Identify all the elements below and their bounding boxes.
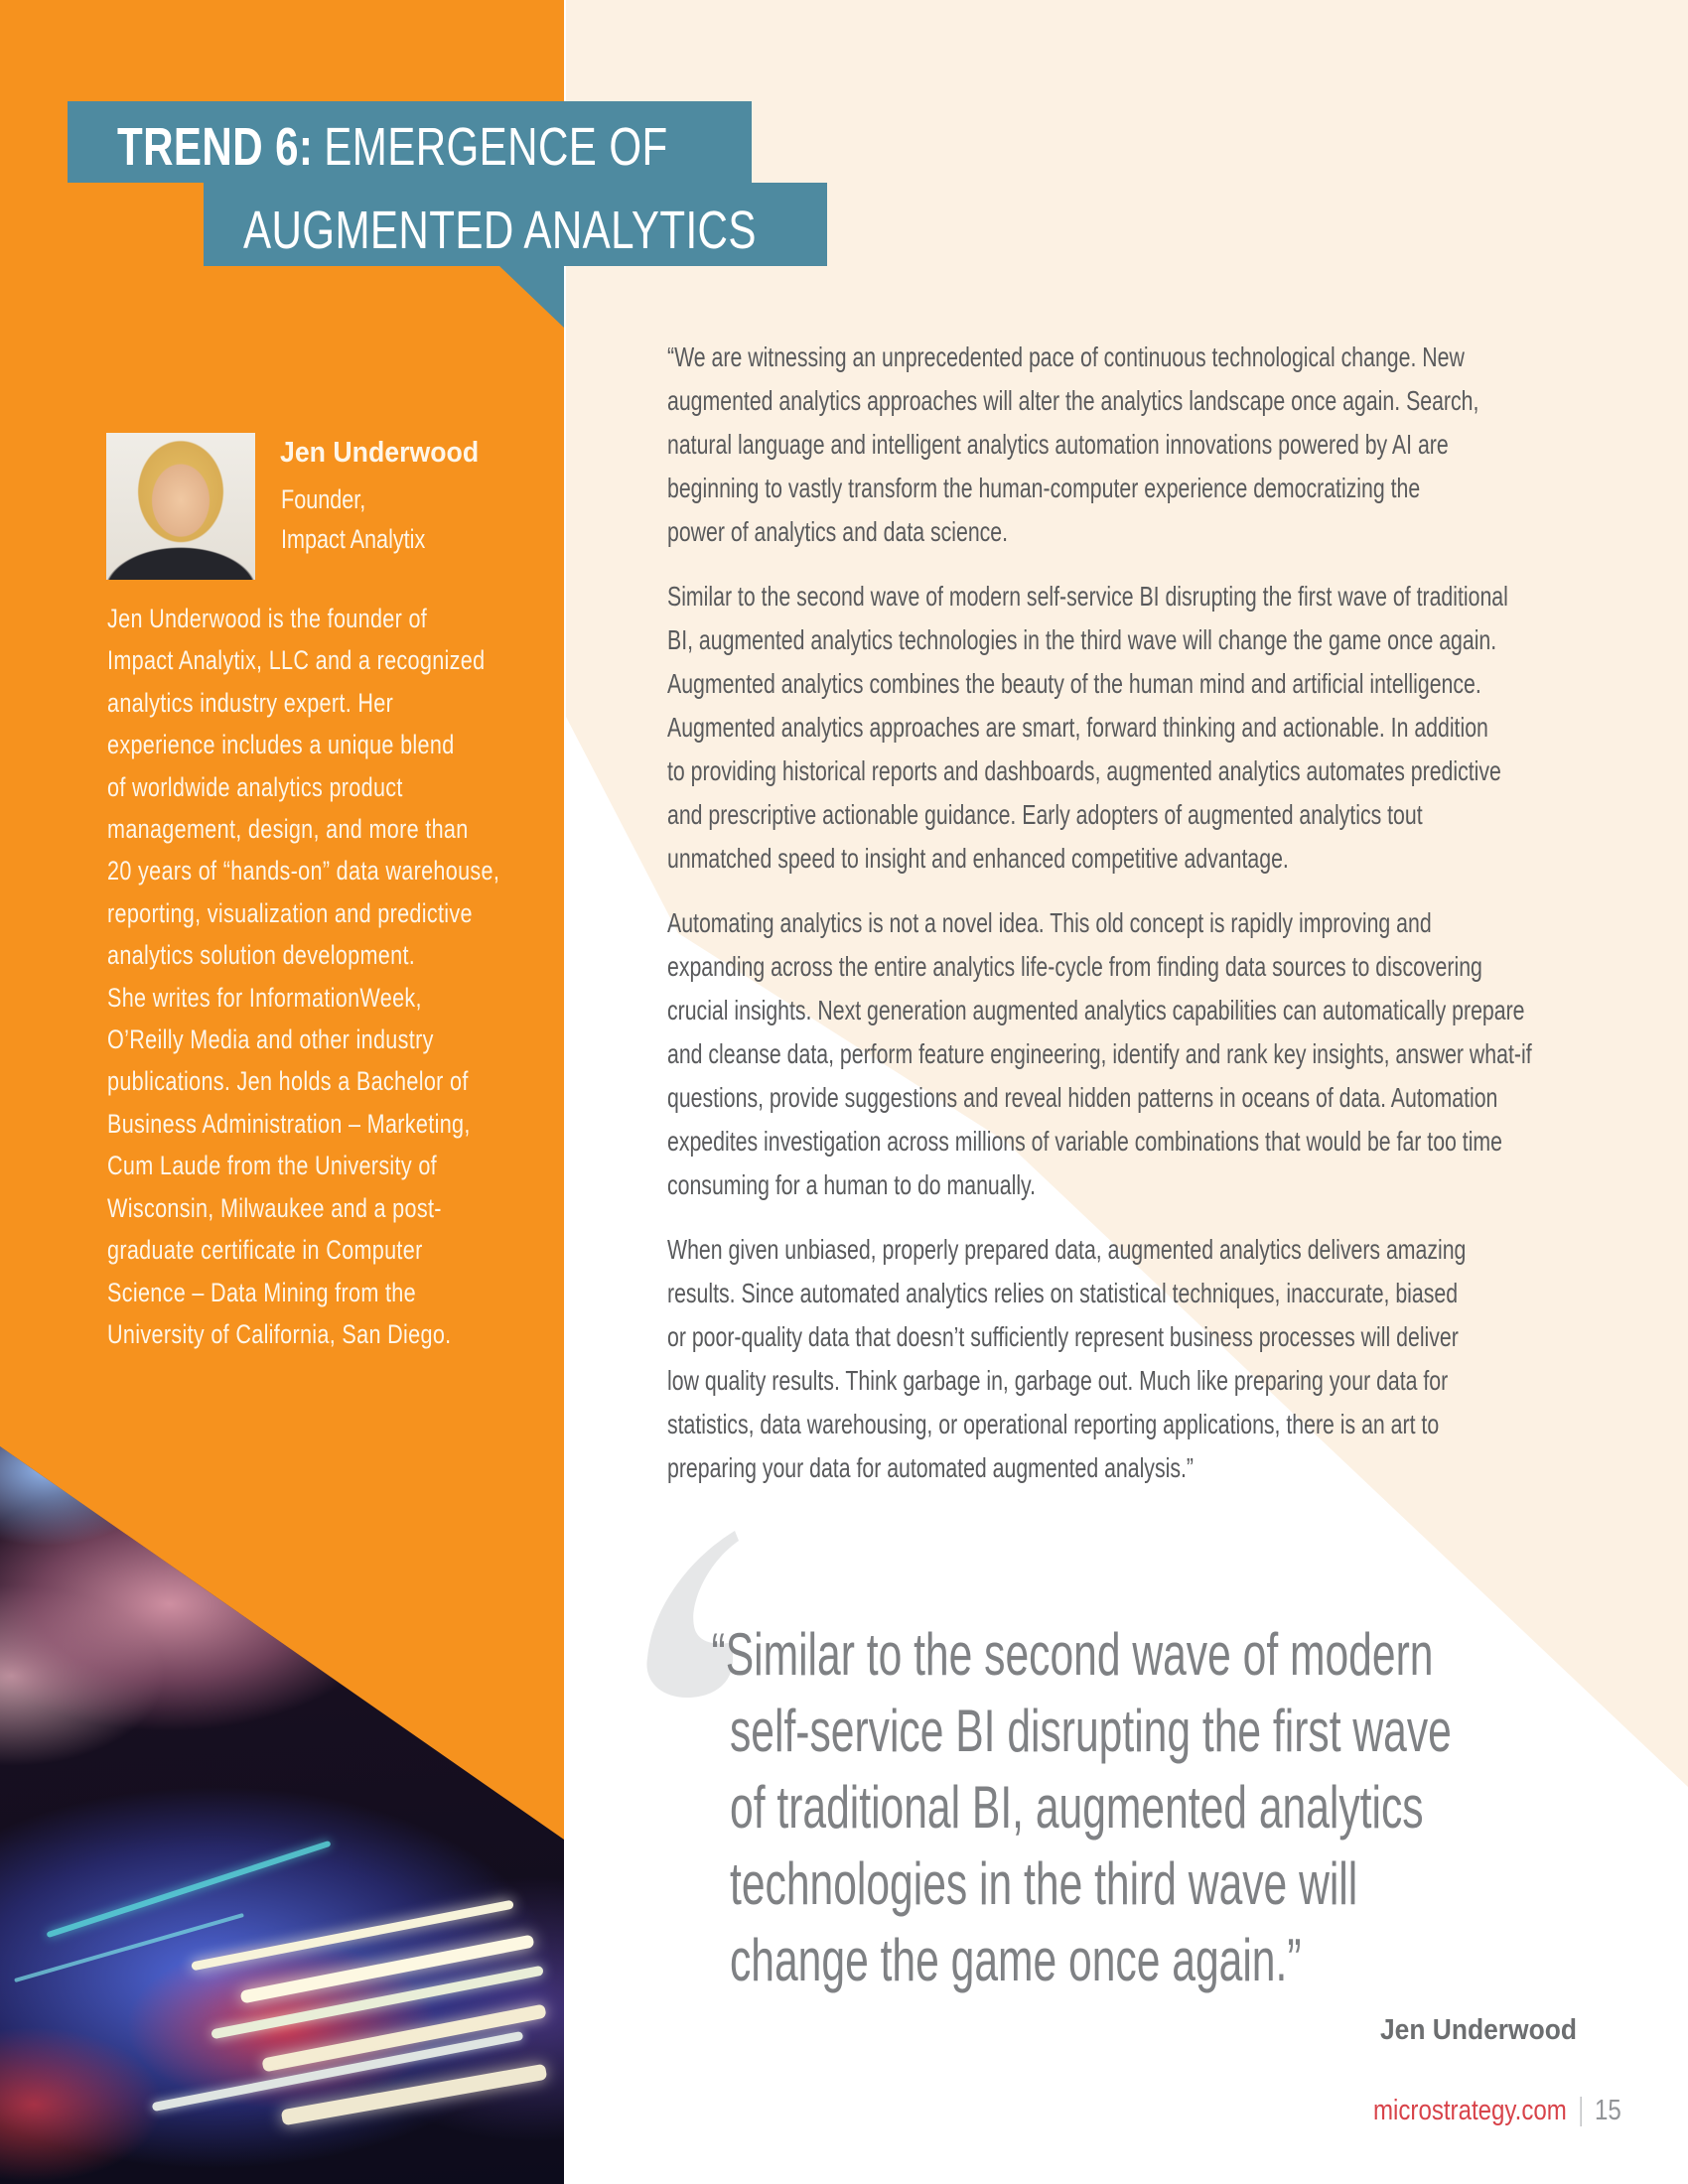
body-line: beginning to vastly transform the human-computer experience democratizing the <box>667 473 1421 503</box>
body-line: questions, provide suggestions and reveal hidden patterns in oceans of data. Automation <box>667 1082 1498 1113</box>
body-line: unmatched speed to insight and enhanced competitive advantage. <box>667 843 1289 874</box>
body-line: “We are witnessing an unprecedented pace of continuous technological change. New <box>667 341 1465 372</box>
body-line: Similar to the second wave of modern self-service BI disrupting the first wave of traditional <box>667 581 1508 612</box>
bio-line: reporting, visualization and predictive <box>107 897 473 928</box>
photo-cyan-streak <box>14 1913 244 1982</box>
article-paragraph-2 <box>667 575 1508 881</box>
footer-divider <box>1580 2097 1582 2126</box>
bio-line: Business Administration – Marketing, <box>107 1108 471 1139</box>
body-line: results. Since automated analytics relies on statistical techniques, inaccurate, biased <box>667 1278 1459 1308</box>
bio-line: Science – Data Mining from the <box>107 1277 416 1307</box>
bio-line: 20 years of “hands-on” data warehouse, <box>107 856 500 887</box>
body-line: low quality results. Think garbage in, garbage out. Much like preparing your data for <box>667 1365 1449 1396</box>
body-line: When given unbiased, properly prepared data, augmented analytics delivers amazing <box>667 1234 1467 1265</box>
bio-line: graduate certificate in Computer <box>107 1235 423 1266</box>
bio-line: University of California, San Diego. <box>107 1318 452 1349</box>
bio-line: of worldwide analytics product <box>107 771 403 802</box>
quote-attribution: Jen Underwood <box>1380 2014 1577 2046</box>
author-bio <box>107 598 499 1355</box>
body-line: consuming for a human to do manually. <box>667 1169 1037 1200</box>
author-name: Jen Underwood <box>280 437 480 469</box>
bio-line: management, design, and more than <box>107 814 469 845</box>
page-title-line1 <box>117 116 668 178</box>
bio-line: Impact Analytix, LLC and a recognized <box>107 645 486 676</box>
pull-quote <box>711 1616 1452 1998</box>
bio-line: publications. Jen holds a Bachelor of <box>107 1066 469 1097</box>
body-line: augmented analytics approaches will alter the analytics landscape once again. Search, <box>667 385 1479 416</box>
body-line: to providing historical reports and dashboards, augmented analytics automates predictive <box>667 755 1501 786</box>
author-photo <box>106 433 255 580</box>
body-line: expanding across the entire analytics life-cycle from finding data sources to discovering <box>667 951 1482 982</box>
bio-line: Cum Laude from the University of <box>107 1151 437 1181</box>
author-role: Founder, <box>281 484 366 514</box>
body-line: and cleanse data, perform feature engineering, identify and rank key insights, answer what-if <box>667 1038 1532 1069</box>
pull-quote-line: technologies in the third wave will <box>730 1850 1358 1917</box>
bio-line: O’Reilly Media and other industry <box>107 1024 434 1055</box>
article-paragraph-3 <box>667 901 1532 1207</box>
pull-quote-line: of traditional BI, augmented analytics <box>730 1774 1424 1841</box>
pull-quote-line: “Similar to the second wave of modern <box>711 1621 1434 1688</box>
body-line: BI, augmented analytics technologies in the third wave will change the game once again. <box>667 624 1497 655</box>
bio-line: experience includes a unique blend <box>107 730 455 760</box>
body-line: crucial insights. Next generation augmented analytics capabilities can automatically prepare <box>667 995 1525 1025</box>
photo-cyan-streak <box>46 1841 331 1938</box>
website-link[interactable]: microstrategy.com <box>1373 2095 1567 2126</box>
body-line: and prescriptive actionable guidance. Early adopters of augmented analytics tout <box>667 799 1423 830</box>
body-line: natural language and intelligent analytics automation innovations powered by AI are <box>667 429 1449 460</box>
body-line: Augmented analytics approaches are smart, forward thinking and actionable. In addition <box>667 712 1488 743</box>
body-line: preparing your data for automated augmented analysis.” <box>667 1452 1194 1483</box>
title-line2-text: AUGMENTED ANALYTICS <box>243 201 757 260</box>
page-number: 15 <box>1595 2095 1621 2126</box>
page-footer <box>1373 2095 1621 2127</box>
pull-quote-line: self-service BI disrupting the first wave <box>730 1698 1452 1764</box>
bio-line: Wisconsin, Milwaukee and a post- <box>107 1192 442 1223</box>
bio-line: Jen Underwood is the founder of <box>107 604 428 633</box>
bio-line: analytics industry expert. Her <box>107 687 394 718</box>
body-line: power of analytics and data science. <box>667 516 1009 547</box>
body-line: Automating analytics is not a novel idea. This old concept is rapidly improving and <box>667 907 1432 938</box>
body-line: Augmented analytics combines the beauty of the human mind and artificial intelligence. <box>667 668 1481 699</box>
title-line1-rest: EMERGENCE OF <box>324 117 668 177</box>
pull-quote-line: change the game once again.” <box>730 1927 1302 1993</box>
title-trend-number: TREND 6: <box>117 117 314 177</box>
bio-line: She writes for InformationWeek, <box>107 982 422 1013</box>
body-line: expedites investigation across millions of variable combinations that would be far too time <box>667 1126 1502 1157</box>
body-line: or poor-quality data that doesn’t sufficiently represent business processes will deliver <box>667 1321 1459 1352</box>
bio-line: analytics solution development. <box>107 940 416 971</box>
page-title-line2 <box>243 200 757 261</box>
article-paragraph-4 <box>667 1228 1466 1490</box>
author-company: Impact Analytix <box>281 524 426 554</box>
article-paragraph-1 <box>667 336 1478 554</box>
body-line: statistics, data warehousing, or operational reporting applications, there is an art to <box>667 1409 1440 1439</box>
